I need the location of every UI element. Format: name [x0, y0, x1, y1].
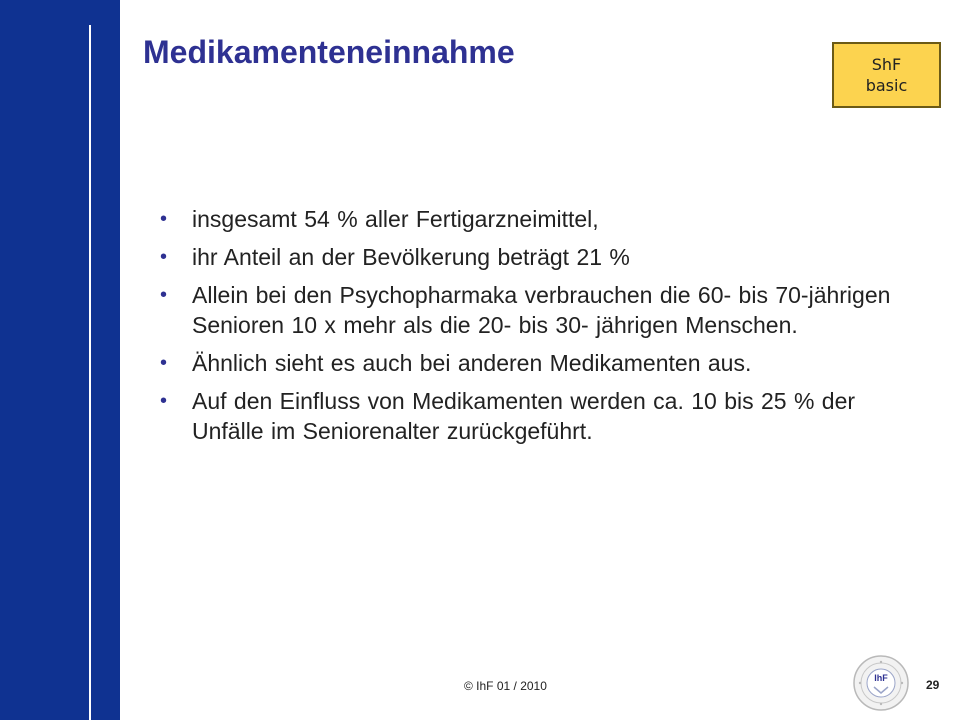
badge-line-1: ShF [871, 55, 902, 74]
bullet-text: Auf den Einfluss von Medikamenten werden ca. 10 bis 25 % der Unfälle im Seniorenalter zurückgeführt. [192, 388, 856, 444]
bullet-dot: • [160, 284, 168, 306]
bullet-text: Allein bei den Psychopharmaka verbrauchen die 60- bis 70-jährigen Senioren 10 x mehr als die 20- bis 30- jährigen Menschen. [192, 282, 891, 338]
bullet-item [160, 348, 900, 378]
bullet-item [160, 280, 900, 340]
seal-text: IhF [874, 673, 888, 683]
badge-line-2: basic [865, 76, 908, 95]
footer-copyright: © IhF 01 / 2010 [464, 679, 547, 693]
bullet-text: Ähnlich sieht es auch bei anderen Medikamenten aus. [192, 350, 752, 376]
bullet-dot: • [160, 352, 168, 374]
bullet-list [160, 204, 900, 454]
bullet-dot: • [160, 390, 168, 412]
bullet-item [160, 204, 900, 234]
ihf-seal-icon [852, 654, 910, 712]
bullet-text: insgesamt 54 % aller Fertigarzneimittel, [192, 206, 599, 232]
shf-basic-badge [832, 42, 941, 108]
bullet-item [160, 242, 900, 272]
left-sidebar-bar [0, 0, 120, 720]
bullet-dot: • [160, 208, 168, 230]
bullet-text: ihr Anteil an der Bevölkerung beträgt 21 % [192, 244, 630, 270]
bullet-dot: • [160, 246, 168, 268]
page-number: 29 [926, 678, 940, 692]
bullet-item [160, 386, 900, 446]
sidebar-divider-line [89, 25, 91, 720]
slide-title: Medikamenteneinnahme [143, 34, 515, 70]
